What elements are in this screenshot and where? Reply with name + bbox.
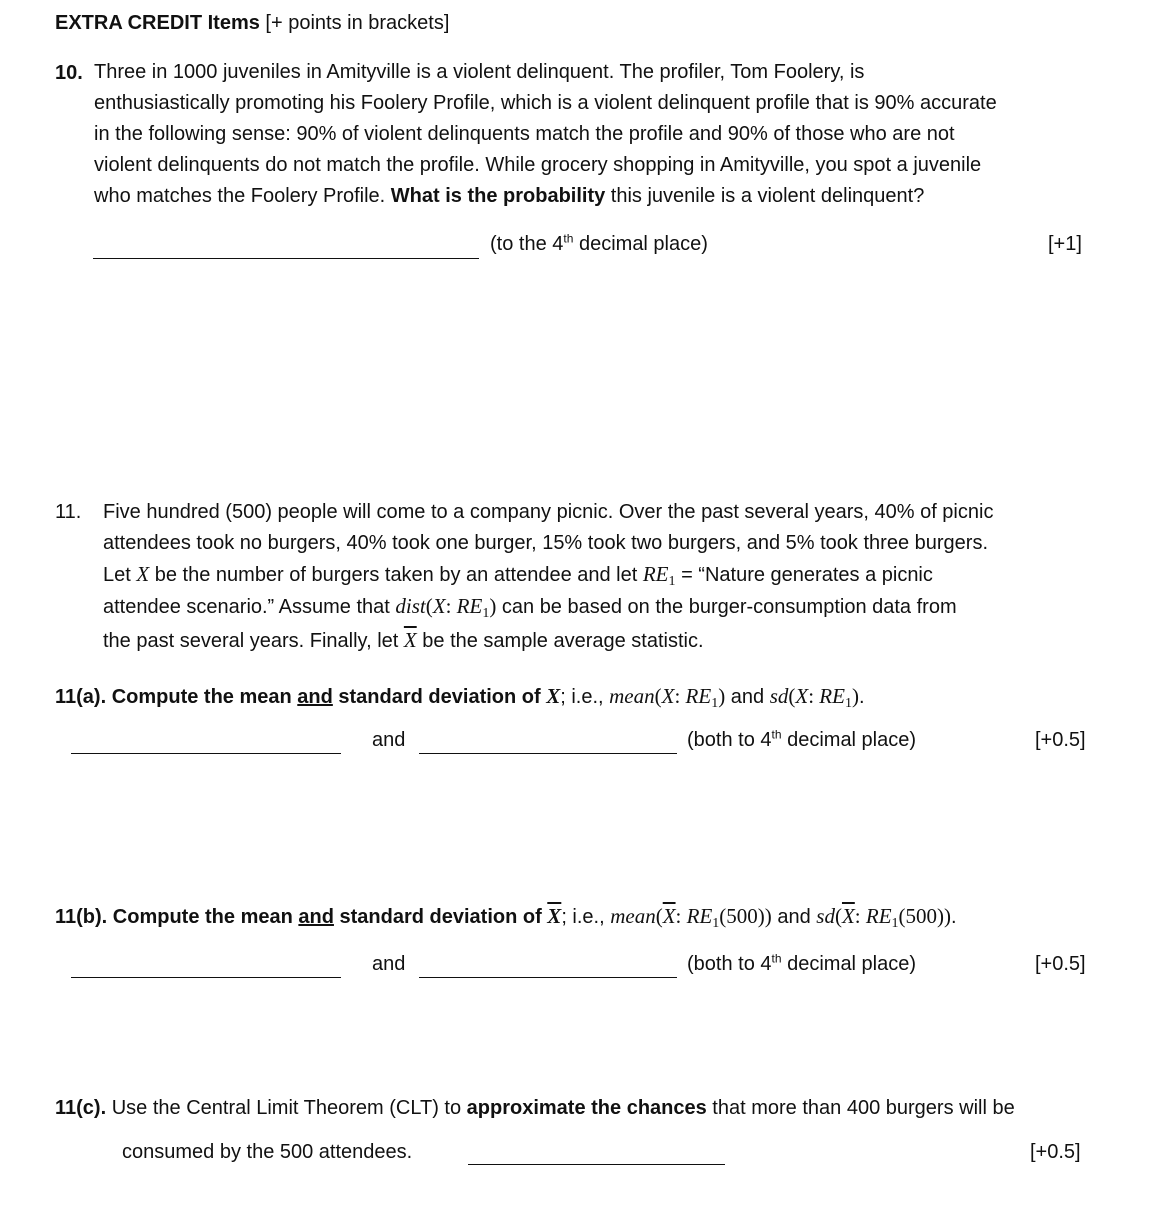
- q11a-sd-blank[interactable]: [419, 753, 677, 754]
- q11a-and: and: [372, 729, 406, 751]
- q11b-prompt: 11(b). Compute the mean and standard deviation of $\overline{X}$; i.e., $mean(\overline{X}$: $RE_1(500)$) and $sd(\overline{X}$: $RE_1(500)$).: [55, 904, 957, 931]
- q11-line5: the past several years. Finally, let $\overline{X}$ be the sample average statistic.: [103, 628, 704, 652]
- q10-line1: Three in 1000 juveniles in Amityville is a violent delinquent. The profiler, Tom Foolery, is: [94, 61, 865, 83]
- q11c-line2: consumed by the 500 attendees.: [122, 1141, 413, 1163]
- q11a-points: [+0.5]: [1035, 729, 1086, 751]
- q11b-hint: (both to 4th decimal place): [687, 951, 917, 975]
- q11-number: 11.: [55, 501, 82, 523]
- q10-answer-hint: (to the 4th decimal place): [490, 231, 708, 255]
- q11-line1: Five hundred (500) people will come to a company picnic. Over the past several years, 40% of picnic: [103, 501, 994, 523]
- q11-line2: attendees took no burgers, 40% took one burger, 15% took two burgers, and 5% took three burgers.: [103, 532, 988, 554]
- q11c-answer-blank[interactable]: [468, 1164, 725, 1165]
- header-title: EXTRA CREDIT Items: [55, 12, 260, 34]
- q11a-mean-blank[interactable]: [71, 753, 341, 754]
- q11-line3: Let X be the number of burgers taken by an attendee and let $RE_1$ = “Nature generates a picnic: [103, 562, 933, 589]
- q11c-points: [+0.5]: [1030, 1141, 1081, 1163]
- q10-number: 10.: [55, 62, 83, 84]
- q10-line4: violent delinquents do not match the profile. While grocery shopping in Amityville, you spot a juvenile: [94, 154, 982, 176]
- q10-points: [+1]: [1048, 233, 1082, 255]
- q10-line3: in the following sense: 90% of violent delinquents match the profile and 90% of those who are not: [94, 123, 955, 145]
- q10-line2: enthusiastically promoting his Foolery Profile, which is a violent delinquent profile that is 90% accurate: [94, 92, 997, 114]
- q11-line4: attendee scenario.” Assume that dist(X: $RE_1$) can be based on the burger-consumption data from: [103, 594, 957, 621]
- q11b-sd-blank[interactable]: [419, 977, 677, 978]
- q11a-hint: (both to 4th decimal place): [687, 727, 917, 751]
- q11c-prompt: 11(c). Use the Central Limit Theorem (CLT) to approximate the chances that more than 400 burgers will be: [55, 1097, 1015, 1119]
- q10-emphasis: What is the probability: [390, 185, 606, 207]
- q11b-mean-blank[interactable]: [71, 977, 341, 978]
- header-note: [+ points in brackets]: [265, 12, 450, 34]
- header: [55, 12, 449, 35]
- q10-line5: who matches the Foolery Profile. What is the probability this juvenile is a violent delinquent?: [94, 185, 925, 207]
- q10-answer-blank[interactable]: [93, 258, 479, 259]
- q11b-points: [+0.5]: [1035, 953, 1086, 975]
- q11a-prompt: 11(a). Compute the mean and standard deviation of X; i.e., mean(X: $RE_1$) and sd(X: $RE_1$).: [55, 684, 865, 711]
- q11b-and: and: [372, 953, 406, 975]
